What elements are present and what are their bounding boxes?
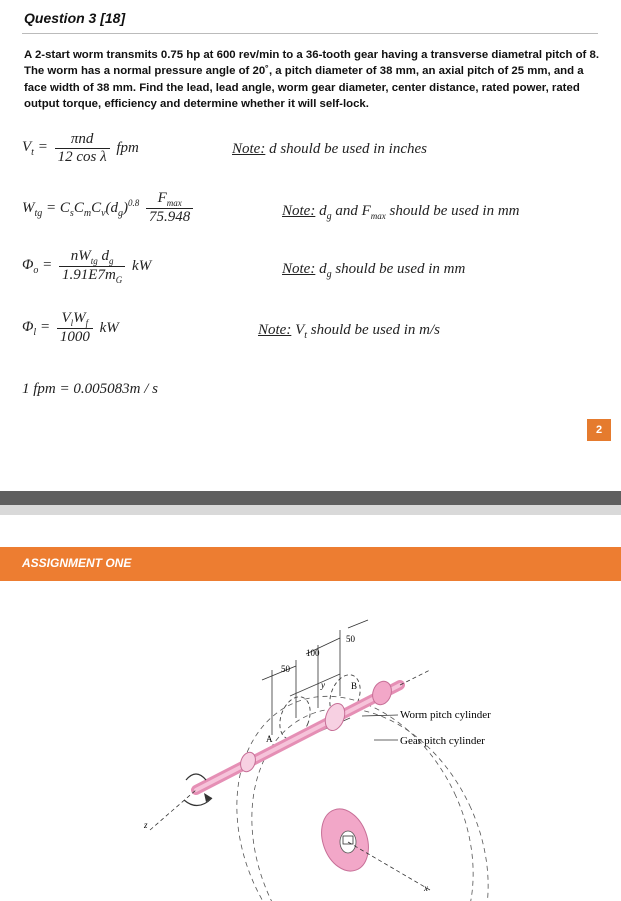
page-number-badge: 2 (587, 419, 611, 441)
formula-wtg: $W_{tg} = C_sC_mC_v(d_g)^{0.8}$ $\frac{F_{max}}{75.948}$ (22, 190, 196, 226)
gear-hub (313, 802, 376, 877)
label-x: x (424, 883, 428, 893)
conversion-formula: 1 fpm = 0.005083m / s (22, 381, 158, 397)
formula-phi-l: $\Phi_l$ = $\frac{V_lW_f}{1000}$ kW (22, 310, 119, 345)
worm-shaft (184, 679, 400, 806)
label-y: y (321, 680, 325, 690)
dim-50-left: 50 (281, 664, 290, 674)
dim-50-right: 50 (346, 634, 355, 644)
formula-phi-o: $\Phi_o$ = $\frac{nW_{tg} d_g}{1.91E7m_G}$ kW (22, 248, 152, 285)
problem-statement: A 2-start worm transmits 0.75 hp at 600 rev/min to a 36-tooth gear having a transverse diametral pitch of 8. The worm has a normal pressure angle of 20˚, a pitch diameter of 38 mm, an axial pitch of 25 mm, and a face width of 38 mm. Find the lead, lead angle, worm gear diameter, center distance, rated power, rated output torque, efficiency and determine whether it will self-lock. (24, 49, 599, 111)
question-title: Question 3 [18] (24, 10, 126, 26)
callout-worm-pitch-cylinder: Worm pitch cylinder (400, 709, 491, 721)
note-2: Note: $d_g$ and $F_{max}$ should be used in mm (282, 203, 520, 222)
note-1: Note: d should be used in inches (232, 141, 427, 157)
label-a: A (266, 734, 273, 744)
worm-gear-figure (0, 590, 621, 901)
callout-gear-pitch-cylinder: Gear pitch cylinder (400, 735, 485, 747)
section-banner-title: ASSIGNMENT ONE (22, 556, 132, 570)
note-3: Note: $d_g$ should be used in mm (282, 261, 466, 280)
section-banner (0, 547, 621, 581)
label-b: B (351, 681, 358, 691)
title-rule (22, 33, 598, 34)
dim-100: 100 (306, 648, 320, 658)
slide-divider-shadow (0, 505, 621, 515)
axes (150, 670, 430, 890)
formula-vt: $V_t$ = $\frac{\text{πnd}}{\text{12 cos λ}}$ fpm (22, 131, 139, 165)
label-z: z (144, 820, 148, 830)
slide-divider (0, 491, 621, 505)
note-4: Note: $V_t$ should be used in m/s (258, 322, 440, 341)
